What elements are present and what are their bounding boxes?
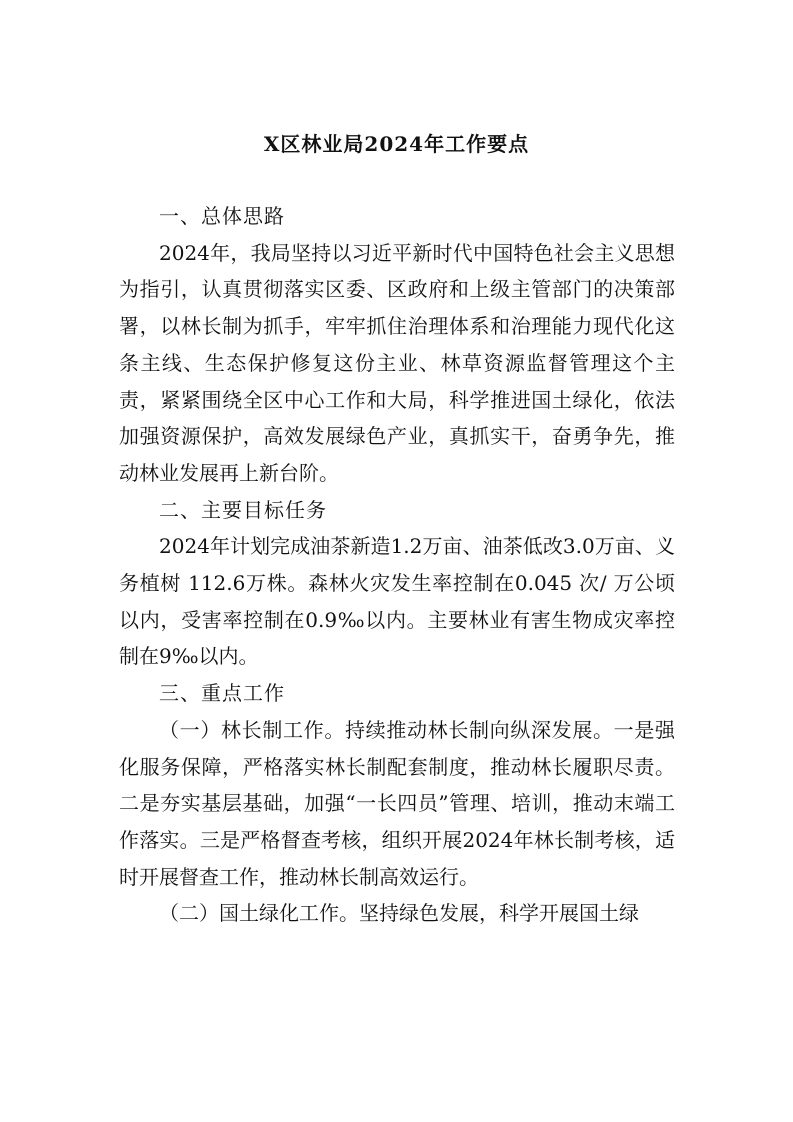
section-heading-general-approach: 一、总体思路 [159,204,285,228]
paragraph-forest-chief-system: （一）林长制工作。持续推动林长制向纵深发展。一是强化服务保障，严格落实林长制配套制度，推动林长履职尽责。二是夯实基层基础，加强“一长四员”管理、培训，推动末端工作落实。三是严格督查考核，组织开展2024年林长制考核，适时开展督查工作，推动林长制高效运行。 [119,717,675,889]
paragraph-general-approach: 2024年，我局坚持以习近平新时代中国特色社会主义思想为指引，认真贯彻落实区委、区政府和上级主管部门的决策部署，以林长制为抓手，牢牢抓住治理体系和治理能力现代化这条主线、生态保护修复这份主业、林草资源监督管理这个主责，紧紧围绕全区中心工作和大局，科学推进国土绿化，依法加强资源保护，高效发展绿色产业，真抓实干，奋勇争先，推动林业发展再上新台阶。 [119,240,675,485]
paragraph-land-greening: （二）国土绿化工作。坚持绿色发展，科学开展国土绿 [159,901,639,926]
document-body [119,198,675,932]
section-heading-key-work: 三、重点工作 [159,681,285,706]
document-title: X区林业局2024年工作要点 [263,132,530,156]
section-heading-main-targets: 二、主要目标任务 [159,497,327,522]
paragraph-main-targets: 2024年计划完成油茶新造1.2万亩、油茶低改3.0万亩、义务植树 112.6万株。森林火灾发生率控制在0.045 次/ 万公顷以内，受害率控制在0.9‰以内。主要林业有害生物成灾率控制在9‰以内。 [119,534,675,669]
